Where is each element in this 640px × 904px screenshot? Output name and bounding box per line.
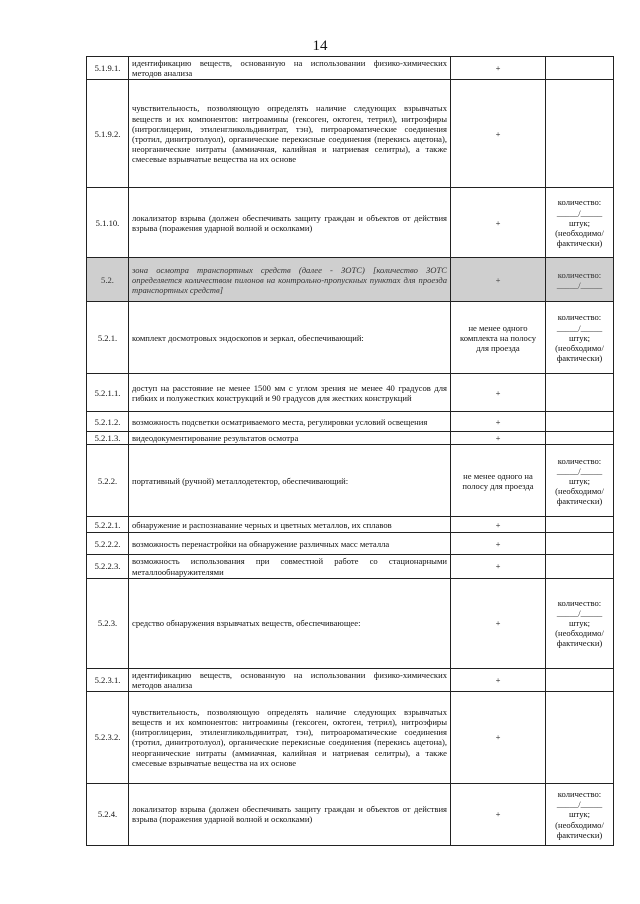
item-requirement: + bbox=[451, 374, 546, 412]
quantity-line: штук; bbox=[568, 618, 591, 629]
item-number: 5.2. bbox=[87, 258, 129, 302]
quantity-line: фактически) bbox=[556, 496, 603, 507]
table-row bbox=[87, 302, 614, 374]
item-requirement: + bbox=[451, 57, 546, 80]
quantity-line: фактически) bbox=[556, 237, 603, 248]
item-number: 5.1.9.1. bbox=[87, 57, 129, 80]
item-requirement: + bbox=[451, 668, 546, 691]
item-number: 5.2.4. bbox=[87, 783, 129, 845]
table-row bbox=[87, 57, 614, 80]
item-quantity bbox=[546, 374, 614, 412]
item-description: возможность использования при совместной работе со стационарными металлообнаружителями bbox=[129, 555, 451, 578]
quantity-line: (необходимо/ bbox=[555, 227, 604, 238]
quantity-line: количество: bbox=[557, 789, 602, 800]
item-number: 5.2.1.2. bbox=[87, 412, 129, 432]
item-requirement: + bbox=[451, 412, 546, 432]
item-description: зона осмотра транспортных средств (далее - ЗОТС) [количество ЗОТС определяется количеством пилонов на контрольно-пропускных пунктах для проезда транспортных средств] bbox=[129, 258, 451, 302]
item-quantity bbox=[546, 302, 614, 374]
item-number: 5.2.2.3. bbox=[87, 555, 129, 578]
item-requirement: + bbox=[451, 555, 546, 578]
table-row bbox=[87, 445, 614, 517]
item-quantity bbox=[546, 80, 614, 188]
item-requirement: + bbox=[451, 432, 546, 445]
item-description: комплект досмотровых эндоскопов и зеркал, обеспечивающий: bbox=[129, 302, 451, 374]
quantity-line: _____/_____ bbox=[556, 607, 603, 618]
item-number: 5.2.2.2. bbox=[87, 533, 129, 555]
table-row bbox=[87, 432, 614, 445]
item-quantity bbox=[546, 533, 614, 555]
quantity-line: _____/_____ bbox=[556, 465, 603, 476]
table-row bbox=[87, 188, 614, 258]
item-requirement: + bbox=[451, 783, 546, 845]
item-requirement: + bbox=[451, 691, 546, 783]
item-description: чувствительность, позволяющую определять наличие следующих взрывчатых веществ и их компонентов: нитроамины (гексоген, октоген, тетрил), нитроэфиры (нитроглицерин, этиленгликольдинитрат, тэн), питроароматические соединения (тротил, динитротолуол), органические перекисные соединения (перекись ацетона), неорганические нитраты (аммиачная, калийная и натриевая селитры), а также смесевые взрывчатые вещества на их основе bbox=[129, 80, 451, 188]
table-row bbox=[87, 691, 614, 783]
quantity-line: _____/_____ bbox=[556, 322, 603, 333]
item-description: возможность подсветки осматриваемого места, регулировки условий освещения bbox=[129, 412, 451, 432]
quantity-line: штук; bbox=[568, 809, 591, 820]
item-number: 5.2.3.1. bbox=[87, 668, 129, 691]
table-row bbox=[87, 533, 614, 555]
quantity-line: штук; bbox=[568, 217, 591, 228]
item-description: идентификацию веществ, основанную на использовании физико-химических методов анализа bbox=[129, 57, 451, 80]
item-quantity bbox=[546, 57, 614, 80]
item-number: 5.1.10. bbox=[87, 188, 129, 258]
item-quantity bbox=[546, 578, 614, 668]
item-number: 5.2.1.3. bbox=[87, 432, 129, 445]
item-quantity bbox=[546, 412, 614, 432]
quantity-line: _____/_____ bbox=[556, 799, 603, 810]
item-requirement: + bbox=[451, 80, 546, 188]
quantity-line: _____/_____ bbox=[556, 279, 603, 290]
item-quantity bbox=[546, 258, 614, 302]
page-number: 14 bbox=[312, 38, 328, 54]
quantity-line: (необходимо/ bbox=[555, 819, 604, 830]
quantity-line: фактически) bbox=[556, 638, 603, 649]
item-number: 5.2.1.1. bbox=[87, 374, 129, 412]
table-row bbox=[87, 783, 614, 845]
item-description: возможность перенастройки на обнаружение различных масс металла bbox=[129, 533, 451, 555]
item-requirement: + bbox=[451, 578, 546, 668]
requirements-table bbox=[86, 56, 614, 846]
quantity-line: количество: bbox=[557, 597, 602, 608]
item-number: 5.2.2.1. bbox=[87, 517, 129, 533]
item-number: 5.2.1. bbox=[87, 302, 129, 374]
item-quantity bbox=[546, 691, 614, 783]
item-number: 5.2.3.2. bbox=[87, 691, 129, 783]
quantity-line: (необходимо/ bbox=[555, 342, 604, 353]
quantity-line: _____/_____ bbox=[556, 207, 603, 218]
table-row bbox=[87, 258, 614, 302]
item-number: 5.2.2. bbox=[87, 445, 129, 517]
item-quantity bbox=[546, 517, 614, 533]
item-description: средство обнаружения взрывчатых веществ, обеспечивающее: bbox=[129, 578, 451, 668]
item-quantity bbox=[546, 555, 614, 578]
item-description: локализатор взрыва (должен обеспечивать защиту граждан и объектов от действия взрыва (поражения ударной волной и осколками) bbox=[129, 188, 451, 258]
item-number: 5.2.3. bbox=[87, 578, 129, 668]
item-description: обнаружение и распознавание черных и цветных металлов, их сплавов bbox=[129, 517, 451, 533]
item-requirement: + bbox=[451, 188, 546, 258]
table-row bbox=[87, 374, 614, 412]
item-description: локализатор взрыва (должен обеспечивать защиту граждан и объектов от действия взрыва (поражения ударной волной и осколками) bbox=[129, 783, 451, 845]
item-description: идентификацию веществ, основанную на использовании физико-химических методов анализа bbox=[129, 668, 451, 691]
quantity-line: количество: bbox=[557, 312, 602, 323]
item-quantity bbox=[546, 783, 614, 845]
item-requirement: + bbox=[451, 517, 546, 533]
item-requirement: + bbox=[451, 533, 546, 555]
item-description: видеодокументирование результатов осмотра bbox=[129, 432, 451, 445]
quantity-line: штук; bbox=[568, 332, 591, 343]
item-requirement: не менее одного комплекта на полосу для проезда bbox=[451, 302, 546, 374]
quantity-line: (необходимо/ bbox=[555, 485, 604, 496]
item-description: портативный (ручной) металлодетектор, обеспечивающий: bbox=[129, 445, 451, 517]
quantity-line: количество: bbox=[557, 197, 602, 208]
table-row bbox=[87, 517, 614, 533]
quantity-line: (необходимо/ bbox=[555, 628, 604, 639]
table-row bbox=[87, 578, 614, 668]
item-quantity bbox=[546, 188, 614, 258]
item-description: чувствительность, позволяющую определять наличие следующих взрывчатых веществ и их компонентов: нитроамины (гексоген, октоген, тетрил), нитроэфиры (нитроглицерин, этиленгликольдинитрат, тэн), питроароматические соединения (тротил, динитротолуол), органические перекисные соединения (перекись ацетона), неорганические нитраты (аммиачная, калийная и натриевая селитры), а также смесевые взрывчатые вещества на их основе bbox=[129, 691, 451, 783]
item-number: 5.1.9.2. bbox=[87, 80, 129, 188]
table-row bbox=[87, 555, 614, 578]
quantity-line: фактически) bbox=[556, 829, 603, 840]
item-requirement: + bbox=[451, 258, 546, 302]
item-quantity bbox=[546, 445, 614, 517]
item-description: доступ на расстояние не менее 1500 мм с углом зрения не менее 40 градусов для гибких и полужестких конструкций и 90 градусов для жестких конструкций bbox=[129, 374, 451, 412]
item-quantity bbox=[546, 668, 614, 691]
quantity-line: количество: bbox=[557, 269, 602, 280]
item-requirement: не менее одного на полосу для проезда bbox=[451, 445, 546, 517]
quantity-line: фактически) bbox=[556, 352, 603, 363]
table-row bbox=[87, 668, 614, 691]
table-row bbox=[87, 80, 614, 188]
table-row bbox=[87, 412, 614, 432]
quantity-line: штук; bbox=[568, 475, 591, 486]
item-quantity bbox=[546, 432, 614, 445]
quantity-line: количество: bbox=[557, 455, 602, 466]
